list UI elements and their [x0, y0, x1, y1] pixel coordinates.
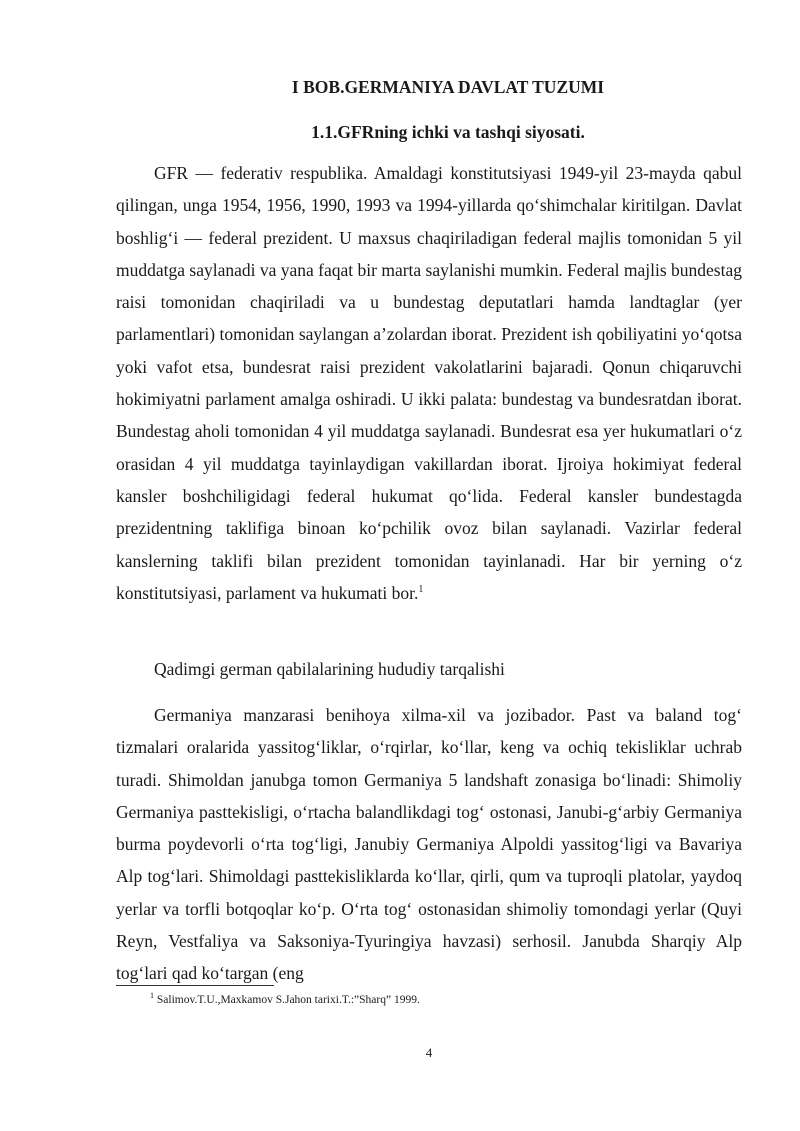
paragraph-government	[116, 157, 742, 609]
footnote	[150, 992, 420, 1008]
page-number: 4	[425, 1045, 433, 1060]
footnote-text: Salimov.T.U.,Maxkamov S.Jahon tarixi.T.:”Sharq” 1999.	[156, 994, 420, 1006]
footnote-marker: 1	[150, 991, 154, 1000]
footnote-reference[interactable]: 1	[418, 583, 424, 595]
chapter-title: I BOB.GERMANIYA DAVLAT TUZUMI	[291, 77, 605, 97]
paragraph-landscape: Germaniya manzarasi benihoya xilma-xil va jozibador. Past va baland tog‘ tizmalari oralarida yassitog‘liklar, o‘rqirlar, ko‘llar, keng va ochiq tekisliklar uchrab turadi. Shimoldan janubga tomon Germaniya 5 landshaft zonasiga bo‘linadi: Shimoliy Germaniya pasttekisligi, o‘rtacha balandlikdagi tog‘ ostonasi, Janubi-g‘arbiy Germaniya burma poydevorli o‘rta tog‘ligi, Janubiy Germaniya Alpoldi yassitog‘ligi va Bavariya Alp tog‘lari. Shimoldagi pasttekisliklarda ko‘llar, qirli, qum va tuproqli platolar, yaydoq yerlar va torfli botqoqlar ko‘p. O‘rta tog‘ ostonasidan shimoliy tomondagi yerlar (Quyi Reyn, Vestfaliya va Saksoniya-Tyuringiya havzasi) serhosil. Janubda Sharqiy Alp tog‘lari qad ko‘targan (eng	[116, 705, 742, 984]
paragraph-subheading: Qadimgi german qabilalarining hududiy tarqalishi	[154, 659, 505, 679]
footnote-divider	[116, 985, 274, 986]
section-title: 1.1.GFRning ichki va tashqi siyosati.	[311, 122, 585, 142]
paragraph-text: GFR — federativ respublika. Amaldagi konstitutsiyasi 1949-yil 23-mayda qabul qilingan, unga 1954, 1956, 1990, 1993 va 1994-yillarda qo‘shimchalar kiritilgan. Davlat boshlig‘i — federal prezident. U maxsus chaqiriladigan federal majlis tomonidan 5 yil muddatga saylanadi va yana faqat bir marta saylanishi mumkin. Federal majlis bundestag raisi tomonidan chaqiriladi va u bundestag deputatlari hamda landtaglar (yer parlamentlari) tomonidan saylangan a’zolardan iborat. Prezident ish qobiliyatini yo‘qotsa yoki vafot etsa, bundesrat raisi prezident vakolatlarini bajaradi. Qonun chiqaruvchi hokimiyatni parlament amalga oshiradi. U ikki palata: bundestag va bundesratdan iborat. Bundestag aholi tomonidan 4 yil muddatga saylanadi. Bundesrat esa yer hukumatlari o‘z orasidan 4 yil muddatga tayinlaydigan vakillardan iborat. Ijroiya hokimiyat federal kansler boshchiligidagi federal hukumat qo‘lida. Federal kansler bundestagda prezidentning taklifiga binoan ko‘pchilik ovoz bilan saylanadi. Vazirlar federal kanslerning taklifi bilan prezident tomonidan tayinlanadi. Har bir yerning o‘z konstitutsiyasi, parlament va hukumati bor.	[116, 163, 742, 603]
